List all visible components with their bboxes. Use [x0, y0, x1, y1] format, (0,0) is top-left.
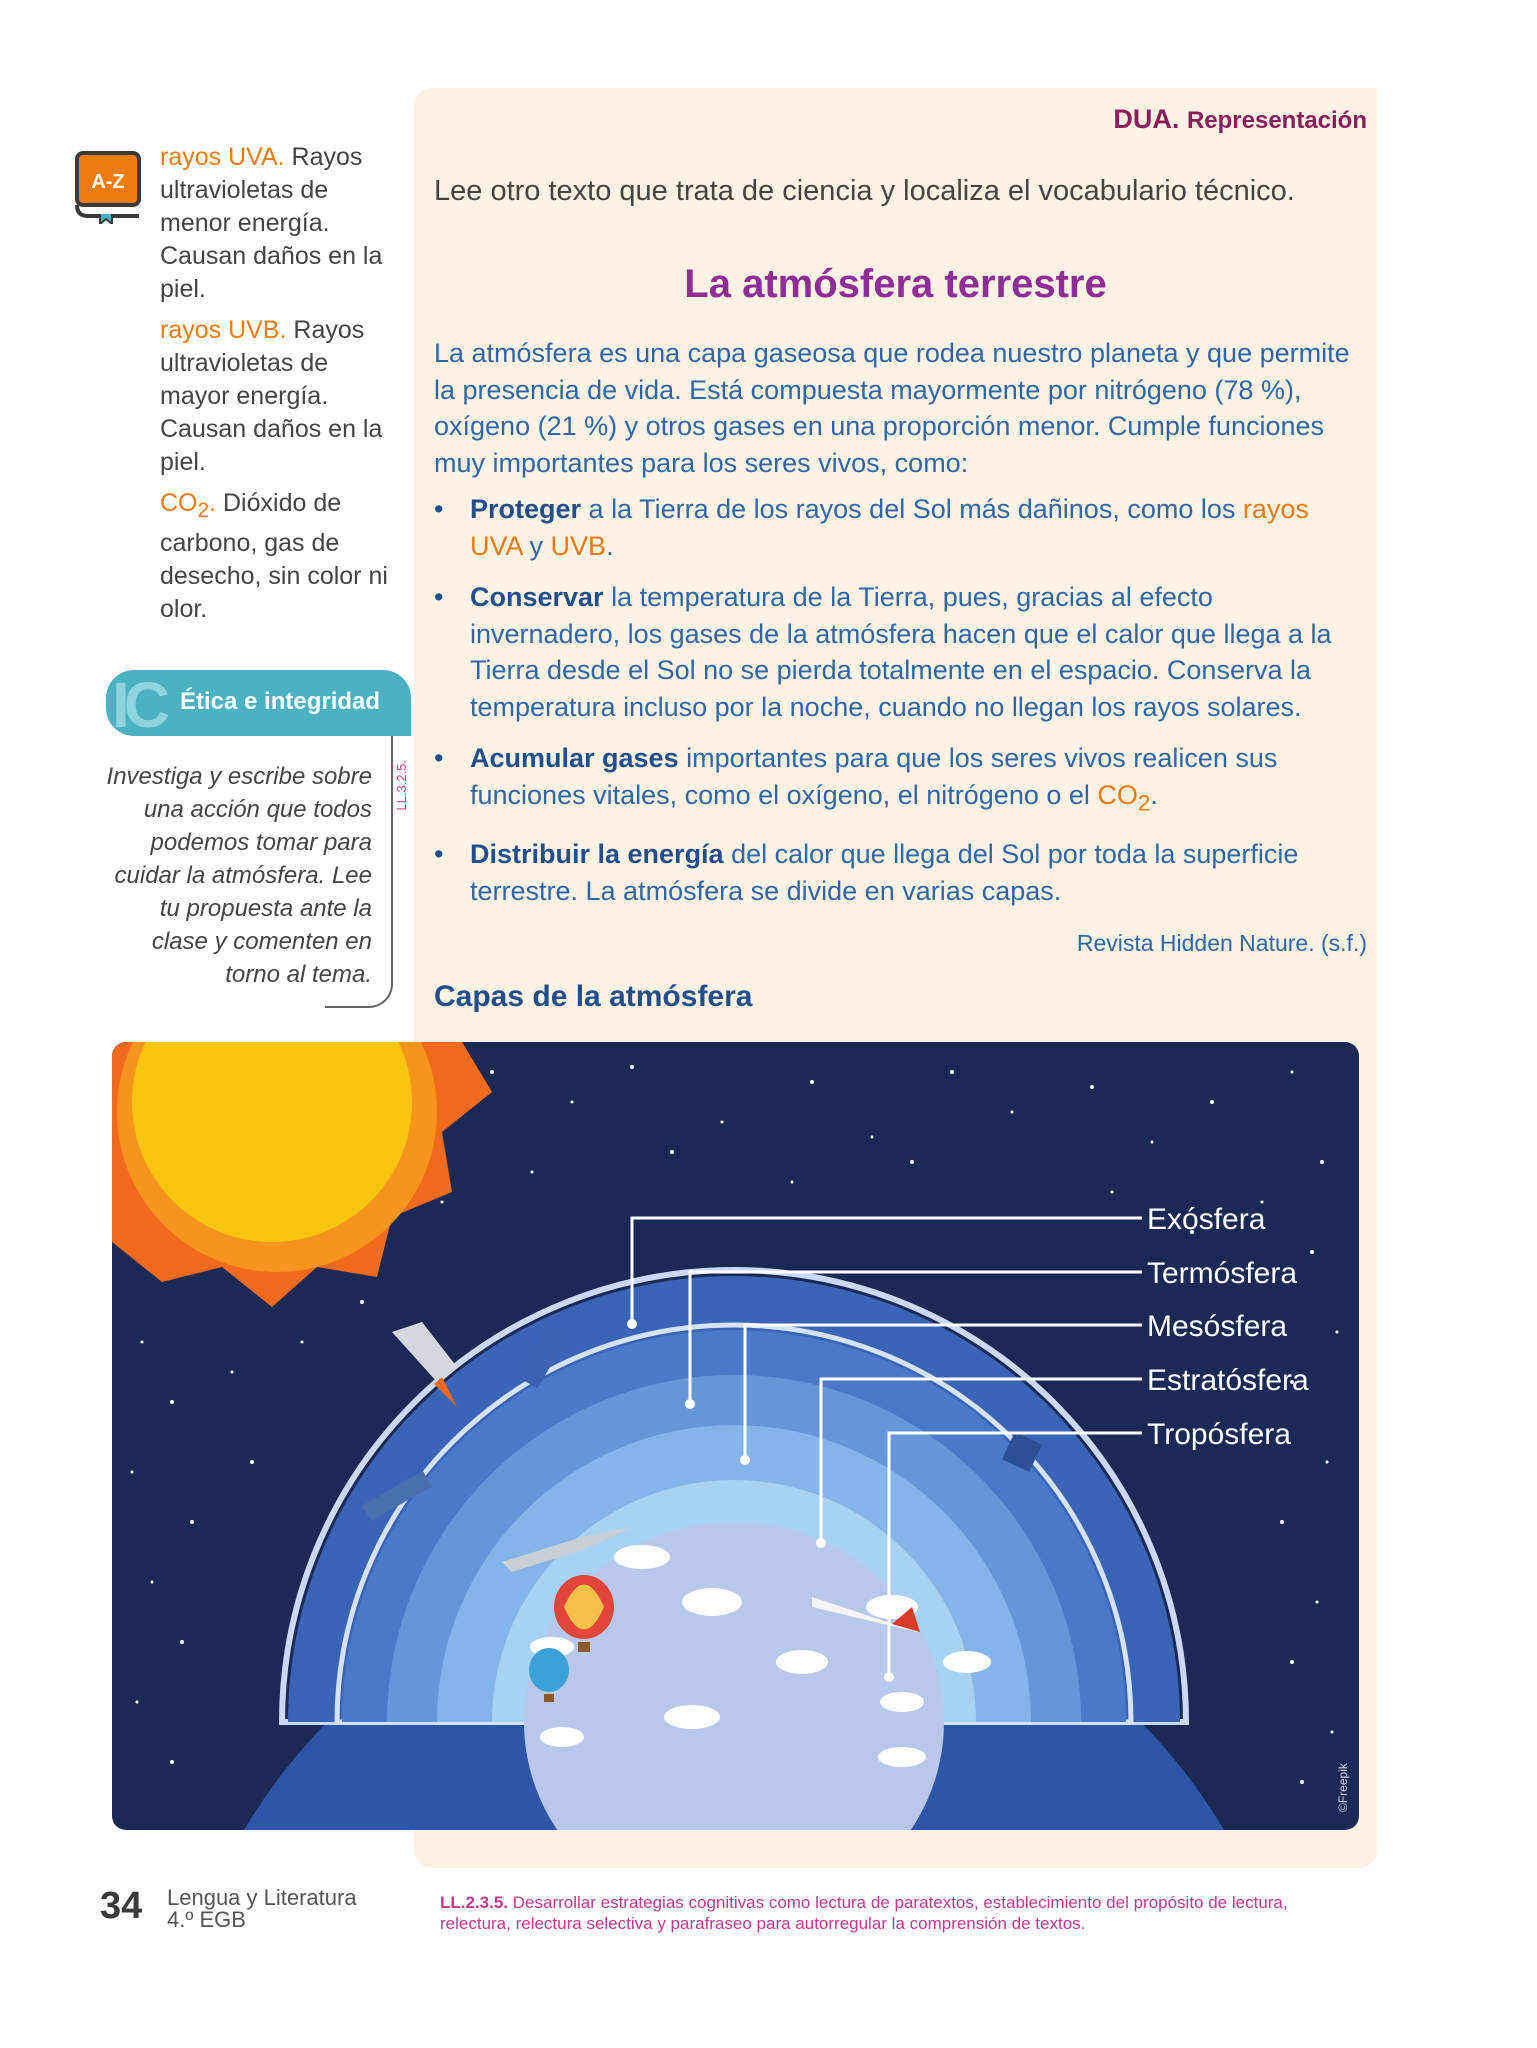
function-list: [434, 491, 1364, 924]
bullet-text: importantes para que los seres vivos realicen sus funciones vitales, como el oxígeno, el nitrógeno o el: [470, 743, 1278, 810]
label-thermosphere: Termósfera: [1147, 1257, 1298, 1290]
bullet-end: .: [606, 530, 614, 561]
ethics-code: LL.3.2.5.: [394, 760, 409, 811]
glossary-term-end: .: [209, 489, 217, 517]
ethics-text: Investiga y escribe sobre una acción que todos podemos tomar para cuidar la atmósfera. Lee tu propuesta ante la clase y comenten en torno al tema.: [106, 763, 372, 988]
bullet-bold: Distribuir la energía: [470, 839, 724, 870]
ic-logo: IC: [112, 669, 164, 741]
list-item: [434, 491, 1364, 564]
subject-name: Lengua y Literatura: [167, 1885, 357, 1910]
glossary-definition: Dióxido de carbono, gas de desecho, sin color ni olor.: [160, 489, 388, 623]
bullet-mid: y: [522, 530, 551, 561]
glossary-term: CO: [160, 489, 198, 517]
reading-title: La atmósfera terrestre: [684, 262, 1107, 306]
image-credit: ©Freepik: [1336, 1763, 1350, 1812]
label-mesosphere: Mesósfera: [1147, 1310, 1288, 1343]
glossary-definition: Rayos ultravioletas de mayor energía. Causan daños en la piel.: [160, 316, 383, 476]
glossary-entry-uva: [160, 141, 390, 306]
keyword-co2: CO: [1097, 779, 1138, 810]
glossary-term: rayos UVA.: [160, 143, 285, 171]
reading-paragraph: La atmósfera es una capa gaseosa que rodea nuestro planeta y que permite la presencia de vida. Está compuesta mayormente por nitrógeno (78 %), oxígeno (21 %) y otros gases en una proporción menor. Cumple funciones muy importantes para los seres vivos, como:: [434, 338, 1350, 478]
az-icon-label: A-Z: [91, 171, 125, 193]
standard-text: Desarrollar estrategias cognitivas como lectura de paratextos, establecimiento del propósito de lectura, relectura, relectura selectiva y parafraseo para autorregular la comprensión de textos.: [440, 1893, 1288, 1933]
bullet-text: la temperatura de la Tierra, pues, gracias al efecto invernadero, los gases de la atmósfera hacen que el calor que llega a la Tierra desde el Sol no se pierda totalmente en el espacio. Conserva la temperatura incluso por la noche, cuando no llegan los rayos solares.: [470, 582, 1332, 722]
subject-info: [167, 1887, 357, 1931]
glossary-term: rayos UVB.: [160, 316, 287, 344]
dua-header: [1113, 104, 1367, 135]
keyword-co2-sub: 2: [1137, 789, 1151, 815]
bullet-bold: Conservar: [470, 582, 604, 612]
source-citation: Revista Hidden Nature. (s.f.): [1076, 930, 1367, 956]
bullet-bold: Proteger: [470, 494, 582, 524]
page-number: 34: [100, 1885, 143, 1927]
dua-type: Representación: [1186, 107, 1367, 134]
grade-name: 4.º EGB: [167, 1907, 246, 1932]
bullet-end: .: [1150, 779, 1158, 810]
label-stratosphere: Estratósfera: [1147, 1364, 1309, 1397]
diagram-subtitle: Capas de la atmósfera: [434, 980, 753, 1013]
list-item: [434, 836, 1364, 909]
bullet-text: del calor que llega del Sol por toda la superficie terrestre. La atmósfera se divide en varias capas.: [470, 839, 1299, 906]
glossary-term-sub: 2: [197, 499, 210, 522]
list-item: [434, 579, 1364, 725]
label-troposphere: Tropósfera: [1147, 1418, 1291, 1451]
atmosphere-diagram: [112, 1042, 1359, 1830]
glossary-entry-uvb: [160, 314, 390, 479]
intro-instruction: Lee otro texto que trata de ciencia y localiza el vocabulario técnico.: [434, 175, 1295, 207]
standard-code: LL.2.3.5.: [440, 1893, 509, 1912]
label-exosphere: Exósfera: [1147, 1203, 1266, 1236]
bullet-text: a la Tierra de los rayos del Sol más dañinos, como los: [581, 494, 1243, 524]
ethics-title: Ética e integridad: [180, 688, 381, 715]
glossary-entry-co2: [160, 487, 390, 626]
dua-label: DUA.: [1113, 104, 1180, 134]
curriculum-standard: [440, 1892, 1320, 1934]
bullet-bold: Acumular gases: [470, 743, 679, 773]
list-item: [434, 740, 1364, 821]
glossary-book-icon: [74, 150, 144, 224]
keyword-uvb: UVB: [550, 530, 607, 561]
keyword-uva: rayos UVA: [470, 494, 1309, 561]
glossary-definition: Rayos ultravioletas de menor energía. Causan daños en la piel.: [160, 143, 383, 303]
